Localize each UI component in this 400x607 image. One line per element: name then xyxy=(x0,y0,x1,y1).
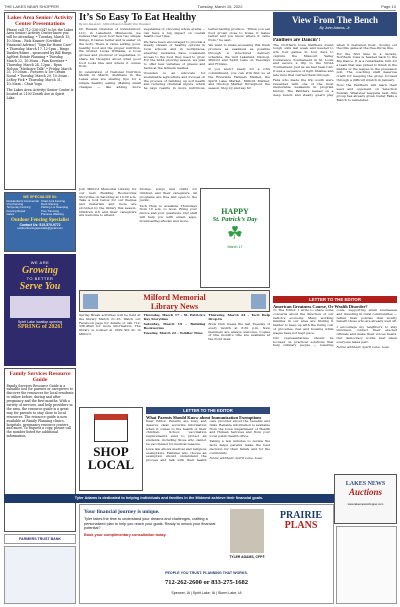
outdoor-name: Outdoor Fencing Specialist xyxy=(11,217,69,223)
spirit-lake-opening: Spirit Lake location opening xyxy=(17,320,63,324)
milford-library-title-1: Milford Memorial xyxy=(143,293,206,302)
local-text: LOCAL xyxy=(87,457,135,472)
right-letter-heading: American Greatness Course, Or Wealth Disorder? xyxy=(273,304,368,309)
farmers-trust-logo: FARMERS TRUST BANK xyxy=(4,534,76,544)
health-continued-area xyxy=(79,188,270,288)
prairie-address: Spencer, IA | Spirit Lake, IA | Storm Lake, IA xyxy=(171,591,242,595)
milford-intro-text: Join Milford Memorial Library for our next Building Bookworms Storytime on Saturday at 10:30 a.m. Take a look below for our themes and materials and more are provided by the library this season. Children 0-6 and their caregivers are welcome to attend. Stories, songs and crafts for children and their caregivers. All programs are free and open to the public. Tech Help is available Thursdays from 10 a.m. to noon. Bring your device and your questions. Our staff will help you with email, apps, downloading eBooks and more. xyxy=(79,188,197,223)
growing-line-3: TO BETTER xyxy=(26,276,54,281)
lakes-news-url: www.lakesnewsshopper.com xyxy=(347,502,384,506)
outdoor-email: outdoorfencingspecialist@gmail.com xyxy=(17,225,63,230)
plans-text: PLANS xyxy=(284,520,318,531)
page-header xyxy=(4,2,396,11)
view-from-bench-banner xyxy=(273,12,397,36)
spring-opening: SPRING of 2026! xyxy=(17,324,63,330)
prairie-text: PRAIRIE xyxy=(279,510,323,521)
middle-letter-banner: LETTER TO THE EDITOR xyxy=(146,407,270,414)
senior-center-footer: The Lakes Area Activity/ Senior Center is located at 2100 Zenith Ave in Spirit Lake. xyxy=(6,88,74,100)
right-letter-banner: LETTER TO THE EDITOR xyxy=(273,296,397,303)
growing-ad xyxy=(4,254,76,366)
tyler-banner: Tyler Adams is dedicated to helping individuals and families in the Midwest achieve their financial goals. xyxy=(4,494,334,503)
lakes-news-text: LAKES NEWS xyxy=(345,481,386,487)
prairie-tagline: PEOPLE YOU TRUST. PLANNING THAT WORKS. xyxy=(165,571,248,575)
left-bottom-ad xyxy=(4,546,76,604)
storefront-icon xyxy=(94,414,128,442)
senior-center-box xyxy=(4,12,76,190)
tyler-subtitle: Your financial journey is unique. xyxy=(84,509,160,515)
outdoor-phone: Contact Us: 515-570-9772 xyxy=(19,222,61,227)
family-services-box xyxy=(4,368,76,532)
left-column xyxy=(4,12,76,252)
middle-letter-body: Dear Editor, Parents are busy and deserve clear, accurate information when it comes to the health of their children. School vaccination requirements exist to protect all students, including those who cannot be vaccinated for medical reasons. Iowa law allows medical and religious exemptions. Families who choose an exemption should understand the process and talk with their health care provider about the benefits and risks. Reliable information is available from the Iowa Department of Health and Human Services and from your local public health office. Taking a few minutes to review the facts helps parents make the best decision for their family and for the community. Name withheld, Spirit Lake, Iowa xyxy=(146,420,270,462)
right-bottom-ad xyxy=(336,526,397,604)
tyler-portrait xyxy=(230,509,264,553)
senior-center-body: Please call 712-336-5347 to let the Lakes Area Senior/ Activity Center know you will be attending. • Tuesday, March 15, 10:30am – Rick Kramer (Certified Financial Advisor) “Sign for Home Care” • Thursday, March 17, 12-1pm – Bingo Dauber/Mixer – sponsored by Bill Burge, AgWest Estate Planning • Tuesday, March 22, 10:30am – Pam Koestner • Thursday, March 24, 12pm – Ryan Nelson “Medicare Talk” • Friday, March 25, 10:30am – Pictures & Ice Cream Social • Tuesday, March 29, 10:30am – LeRoy Pick • Thursday, March 31, 10:30am – Chair Yoga xyxy=(6,27,74,87)
growing-line-4: Serve You xyxy=(19,281,61,292)
milford-library-banner xyxy=(79,290,270,312)
right-letter xyxy=(273,296,397,472)
bank-building-photo xyxy=(10,296,70,318)
milford-library-title-2: Library News xyxy=(150,302,199,311)
auctions-text: Auctions xyxy=(348,487,382,497)
prairie-phone: 712-262-2600 or 833-275-1682 xyxy=(165,579,248,586)
tyler-cta: Book your complimentary consultation today. xyxy=(84,532,167,537)
growing-line-2: Growing xyxy=(21,265,59,276)
milford-library-body: Spring Break activities will be held at the library March 21–25. Watch our Facebook page for details or call 712-338-4643 for more information. The library is located at 1009 9th St. in Milford. Thursday, March 17 – St. Patrick’s Day Storytime Saturday, March 19 – Building Bookworms Tuesday, March 22 – Toddler Time Thursday, March 24 – Tech Help Drop-In Book Club meets the last Tuesday of every month at 6:30 p.m. New members are always welcome. Copies of this month’s title are available at the front desk. xyxy=(79,314,270,341)
health-headline: It’s So Easy To Eat Healthy xyxy=(79,12,197,23)
middle-column xyxy=(79,12,270,182)
outdoor-fencing-ad xyxy=(4,192,76,252)
tyler-body: Tyler takes the time to understand your dreams and challenges, crafting a personalized plan to help you reach your goals. Ready to unlock your financial potential? xyxy=(84,517,216,531)
right-letter-body: To The Editor: I write to share some concerns about the direction of our nation’s economy. Many working families in our area are finding it harder to keep up with the rising cost of groceries, fuel and housing while wages have not kept pace. Our representatives should be focused on practical solutions that help ordinary people — lowering costs, supporting small businesses and investing in rural communities — rather than policies that mostly benefit those who are already well off. I encourage my neighbors to stay informed, contact their elected officials and make their voices heard. Our democracy works best when everyone takes part. Name withheld, Spirit Lake, Iowa xyxy=(273,309,397,349)
view-heading: Panthers are Dancin’! xyxy=(273,38,321,43)
library-logo-right xyxy=(251,294,266,309)
view-byline: By John Adams, Jr. xyxy=(319,26,351,30)
health-article-body: Dr. Russell Ovenden of Ovendentour LLC, in Lakefield, Minnesota, we believe that good food face two simple things. It tastes better and is easier on the body. There is value adding good, healthy food and the proper nutrition. We invited Lucas Williams, a local grower and producer of vegetables, to share his thoughts about what good food looks like and where it comes from. In celebration of National Nutrition Month in March, dietitians in the Lakes area are sharing tips for a simple healthy eating. Making small changes — like adding more vegetables or choosing whole grains — can have a big impact on overall health over time. We have been encouraged to provide a steady stream of healthy options in local schools and in workplaces, ensuring residents have consistent access to the food they need to grow. For the 2024 growing season, we plan to offer new varieties of greens and herbs at the farmers market. Ovenden is an advocate for sustainable agriculture and focuses on the process of building up soil health and reducing chemical inputs, which he says results in more nutritious, better-tasting produce. “When you eat food grown close to home, it tastes better and you know where it came from,” he said. We want to make accessing this fresh produce as seamless as possible through a structured delivery schedule. We visit Lakefield, Okoboji, Milford and Spirit Lake on Tuesdays and Fridays. If you aren’t ready for a CSA commitment, you can still find us at the Riverside Farmers Market, the Spirit Lake Market, Milford Market, and Okoboji Market throughout the season. Stop by and say hi! xyxy=(79,27,270,91)
view-body: The Northern Iowa Panthers found tough odds last week and needed to win four games in four days to capture the Missouri Valley Conference Tournament in St. Louis and secure a trip to the NCAA Tournament. Just as we had been told, it was a sequence of tight finishes and late runs that carried them through. Fans who made the trip south were rewarded with one of the most memorable weekends in program history. The Panthers leaned on a deep bench and steady guard play when it mattered most, closing out the title game at the free-throw line. For the first time in a decade, Northern Iowa is headed back to the Big Dance. It is a remarkable turn for a team that was picked to finish in the middle of the league in the preseason poll. The coaching staff deserves credit for keeping the group focused through a difficult stretch in January. Now the Panthers will learn their seed and opponent on Selection Sunday. Whatever happens next, this group has already given Cedar Falls a March to remember. xyxy=(273,43,397,102)
outdoor-services-1: Residential & Commercial Vinyl Fencing Temporary Fencing Fencing Repair Gates xyxy=(6,198,39,217)
outdoor-services-2: Chain Link Fencing Deck Staining Parking Lot Sweeping Tree Trimming Pressure Washing xyxy=(41,198,69,217)
st-patricks-ad xyxy=(200,188,270,288)
outdoor-tag: WE SPECIALIZE IN: xyxy=(23,194,57,199)
shamrock-icon: ☘ xyxy=(226,223,244,244)
family-services-title: Family Services Resource Guide xyxy=(9,370,71,383)
tyler-name: TYLER ADAMS, CFP® xyxy=(229,555,265,559)
page-number: Page 10 xyxy=(381,3,396,9)
publication-name: THE LAKES NEAR SHOPPER xyxy=(4,3,59,9)
issue-date: Tuesday, March 15, 2022 xyxy=(197,3,243,9)
library-logo-left xyxy=(83,294,98,309)
health-byline: By Ann DeLarock · Milford Board of Health Vice President xyxy=(79,22,151,26)
lakes-news-auctions-ad xyxy=(334,474,397,524)
shop-local-ad xyxy=(79,407,143,491)
view-from-bench-article xyxy=(273,38,397,292)
shop-text: SHOP xyxy=(93,444,129,459)
middle-letter xyxy=(146,407,270,491)
tyler-adams-ad xyxy=(79,504,334,604)
st-patricks-date: March 17 xyxy=(227,245,243,249)
growing-line-1: WE ARE xyxy=(30,260,50,265)
family-services-body: Family Services Resource Guide is a valuable tool for parents or caregivers to discover the resources for local residents to utilize before, during and after pregnancy and the first months. With a variety of services, and help providers in the area, the resource guide is a great way for parents to stay close to local resources. The resource guide is now available at Family Planning clinics, hospitals, pregnancy resource centers and more. To request a copy, please call the number listed for additional information. xyxy=(6,383,74,439)
prairie-logo xyxy=(272,511,330,531)
view-title: View From The Bench xyxy=(291,15,379,25)
st-patricks-text: St. Patrick’s Day xyxy=(212,216,258,223)
senior-center-title: Lakes Area Senior/ Activity Center Presentations xyxy=(7,14,73,27)
middle-letter-heading: What Parents Should Know about Immunization Exemptions xyxy=(146,415,262,420)
happy-text: HAPPY xyxy=(221,207,249,216)
